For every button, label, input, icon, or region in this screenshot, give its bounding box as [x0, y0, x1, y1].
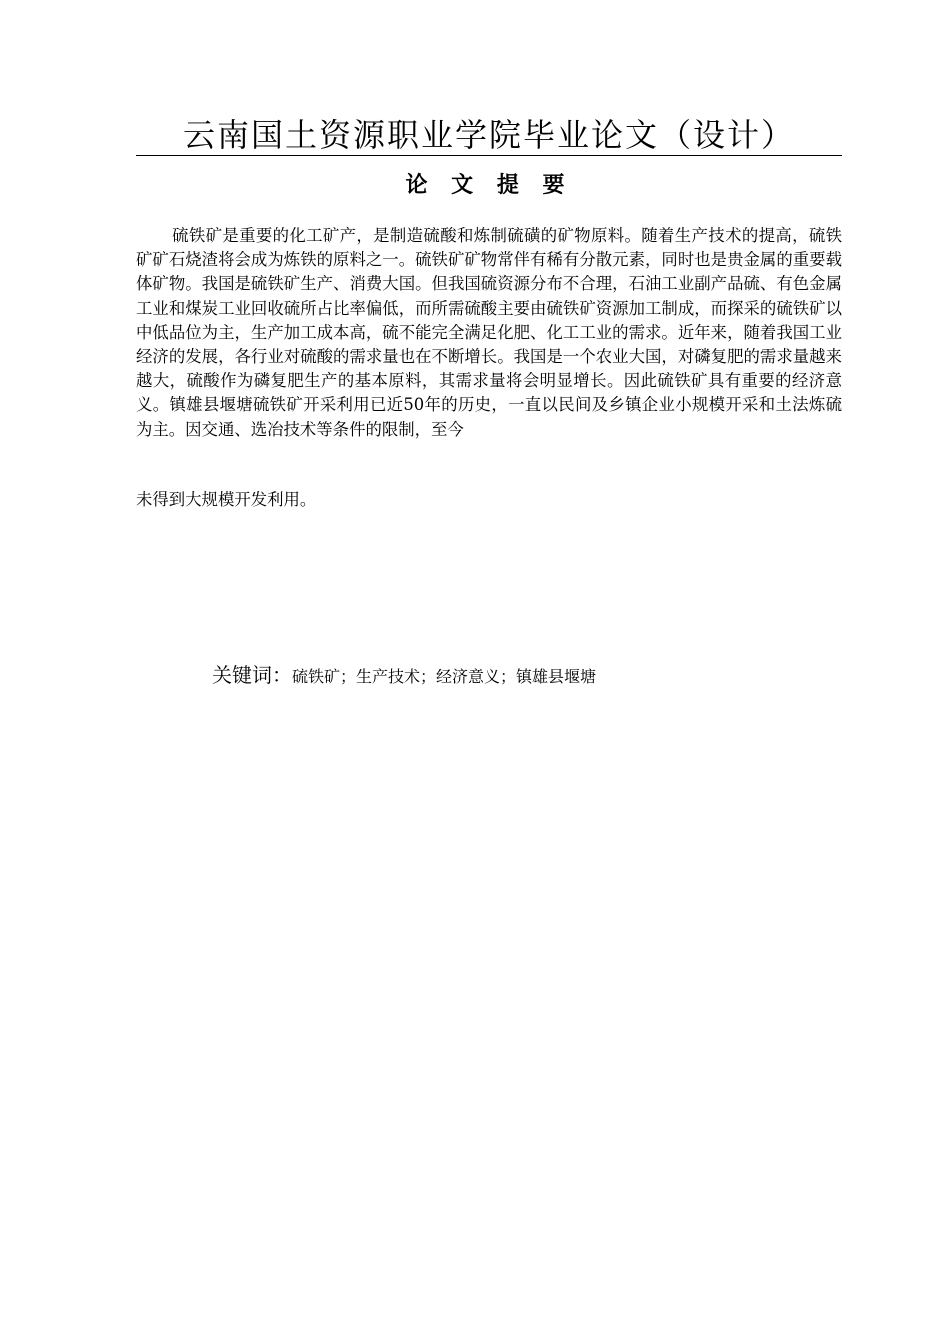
abstract-paragraph: 硫铁矿是重要的化工矿产，是制造硫酸和炼制硫磺的矿物原料。随着生产技术的提高，硫铁矿矿石烧渣将会成为炼铁的原料之一。硫铁矿矿物常伴有稀有分散元素，同时也是贵金属的重要载体矿物。我国是硫铁矿生产、消费大国。但我国硫资源分布不合理，石油工业副产品硫、有色金属工业和煤炭工业回收硫所占比率偏低，而所需硫酸主要由硫铁矿资源加工制成，而探采的硫铁矿以中低品位为主，生产加工成本高，硫不能完全满足化肥、化工工业的需求。近年来，随着我国工业经济的发展，各行业对硫酸的需求量也在不断增长。我国是一个农业大国，对磷复肥的需求量越来越大，硫酸作为磷复肥生产的基本原料，其需求量将会明显增长。因此硫铁矿具有重要的经济意义。镇雄县堰塘硫铁矿开采利用已近50年的历史，一直以民间及乡镇企业小规模开采和土法炼硫为主。因交通、选冶技术等条件的限制，至今: [136, 226, 842, 439]
keywords-line: [212, 660, 832, 692]
document-header-title: 云南国土资源职业学院毕业论文（设计）: [182, 116, 795, 154]
abstract-paragraph-last-line: 未得到大规模开发利用。: [136, 490, 317, 509]
header-divider: [136, 155, 842, 156]
keywords-label: 关键词：: [212, 663, 292, 687]
abstract-heading: 论 文 提 要: [405, 173, 573, 198]
keywords-text: 硫铁矿；生产技术；经济意义；镇雄县堰塘: [292, 667, 597, 686]
